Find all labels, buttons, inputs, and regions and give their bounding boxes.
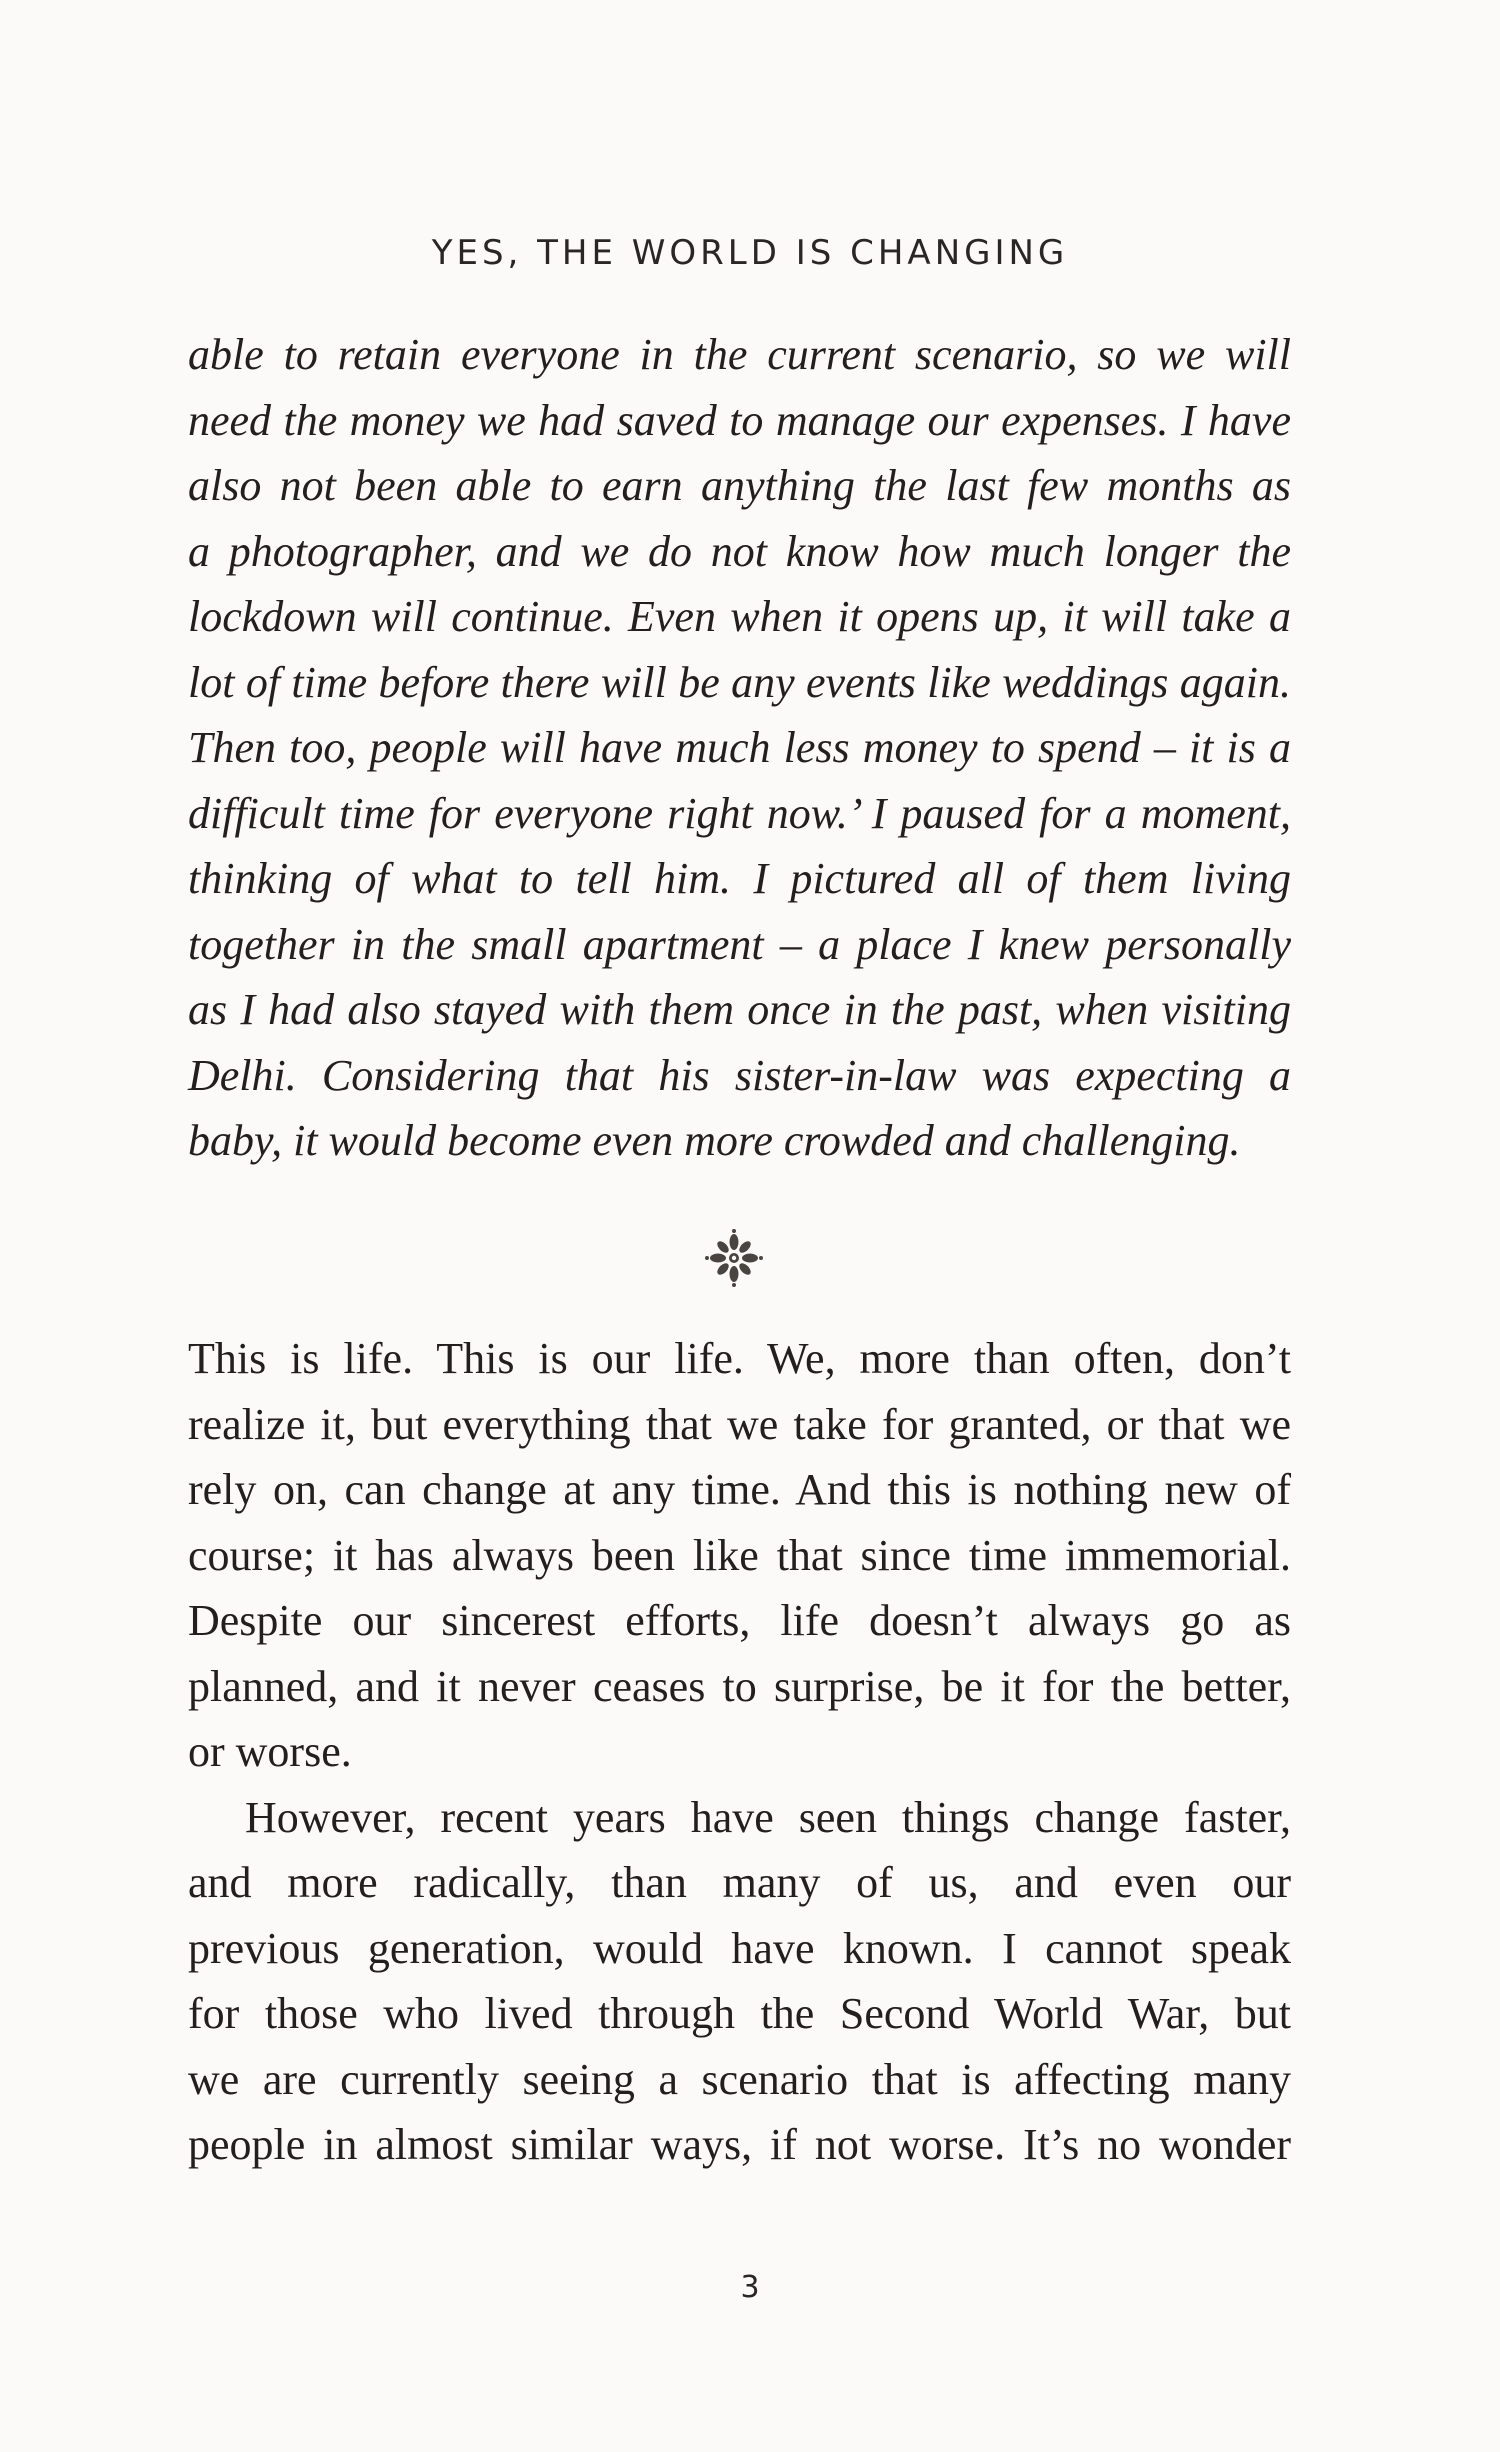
text-line: thinking of what to tell him. I pictured all of them living: [188, 854, 1291, 903]
page-number: 3: [740, 2270, 760, 2305]
text-line: rely on, can change at any time. And this is nothing new of: [188, 1465, 1291, 1514]
text-line: However, recent years have seen things change faster,: [245, 1792, 1291, 1842]
text-line: we are currently seeing a scenario that is affecting many: [188, 2054, 1291, 2104]
text-line: Delhi. Considering that his sister-in-law was expecting a: [188, 1050, 1291, 1100]
text-line: together in the small apartment – a place I knew personally: [188, 919, 1291, 969]
text-line: difficult time for everyone right now.’ I paused for a moment,: [188, 788, 1291, 838]
text-line: realize it, but everything that we take for granted, or that we: [188, 1399, 1291, 1449]
text-line: previous generation, would have known. I cannot speak: [188, 1923, 1291, 1973]
text-line: need the money we had saved to manage our expenses. I have: [188, 395, 1291, 445]
running-head: YES, THE WORLD IS CHANGING: [431, 233, 1069, 273]
text-line: a photographer, and we do not know how much longer the: [188, 526, 1291, 576]
text-line: course; it has always been like that since time immemorial.: [188, 1530, 1291, 1580]
body-text: [188, 1326, 1291, 2178]
text-line: people in almost similar ways, if not worse. It’s no wonder: [188, 2120, 1291, 2169]
text-line: or worse.: [188, 1727, 352, 1776]
text-line: This is life. This is our life. We, more than often, don’t: [188, 1334, 1291, 1383]
text-line: as I had also stayed with them once in the past, when visiting: [188, 985, 1291, 1034]
text-line: Then too, people will have much less money to spend – it is a: [188, 723, 1291, 772]
text-line: lockdown will continue. Even when it opens up, it will take a: [188, 592, 1291, 641]
text-line: and more radically, than many of us, and even our: [188, 1858, 1291, 1907]
text-line: for those who lived through the Second World War, but: [188, 1989, 1291, 2038]
text-line: able to retain everyone in the current scenario, so we will: [188, 330, 1291, 379]
text-line: baby, it would become even more crowded and challenging.: [188, 1116, 1241, 1165]
text-line: Despite our sincerest efforts, life doesn’t always go as: [188, 1596, 1291, 1645]
text-line: also not been able to earn anything the last few months as: [188, 461, 1291, 510]
text-line: planned, and it never ceases to surprise, be it for the better,: [188, 1661, 1291, 1711]
italic-paragraph: [188, 322, 1291, 1174]
floral-ornament-icon: [704, 1228, 764, 1288]
text-line: lot of time before there will be any events like weddings again.: [188, 657, 1291, 707]
